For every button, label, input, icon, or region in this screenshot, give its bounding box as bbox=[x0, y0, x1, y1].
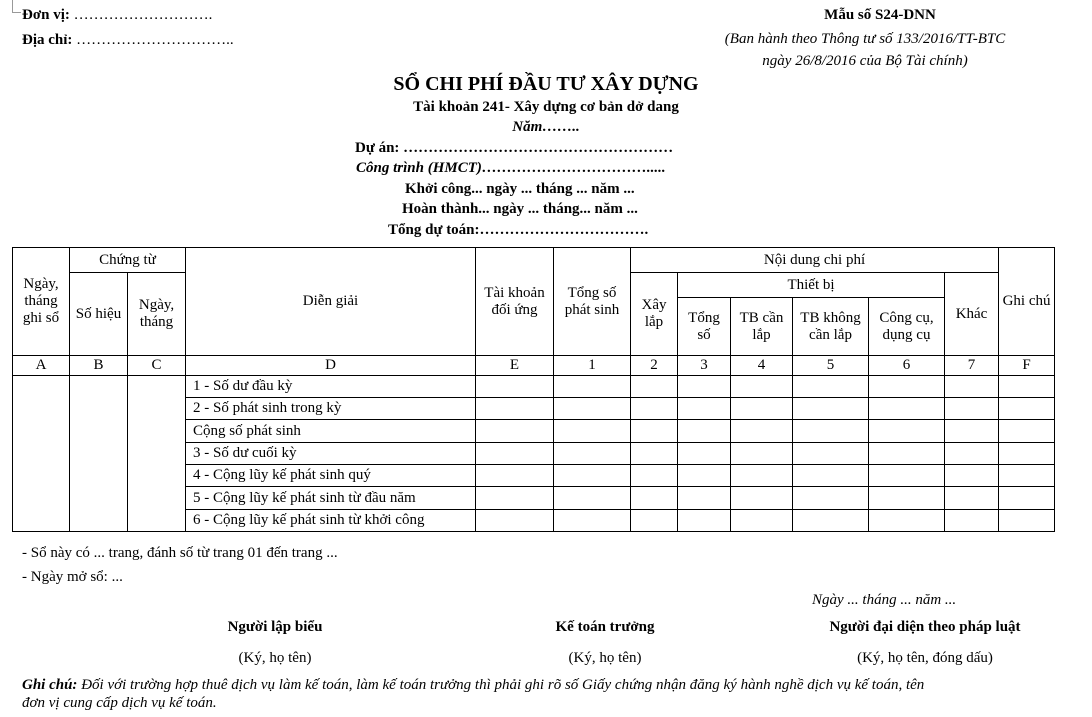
code-cell: 6 bbox=[869, 356, 945, 376]
header-other: Khác bbox=[945, 273, 999, 356]
signature-accountant-note: (Ký, họ tên) bbox=[568, 650, 642, 666]
unit-line bbox=[22, 7, 212, 24]
header-voucher: Chứng từ bbox=[70, 248, 186, 273]
header-date: Ngày, tháng ghi sổ bbox=[13, 248, 70, 356]
header-content: Nội dung chi phí bbox=[631, 248, 999, 273]
ledger-table bbox=[12, 247, 1055, 532]
code-cell: E bbox=[476, 356, 554, 376]
code-cell: C bbox=[128, 356, 186, 376]
signature-preparer-title: Người lập biểu bbox=[227, 619, 323, 635]
margin-marker bbox=[12, 0, 21, 13]
header-description: Diễn giải bbox=[186, 248, 476, 356]
table-row-label: 6 - Cộng lũy kế phát sinh từ khởi công bbox=[186, 510, 476, 532]
form-code: Mẫu số S24-DNN bbox=[824, 7, 936, 23]
unit-label: Đơn vị: bbox=[22, 7, 70, 23]
page-title: SỔ CHI PHÍ ĐẦU TƯ XÂY DỰNG bbox=[393, 73, 699, 95]
address-dots: ………………………….. bbox=[76, 32, 234, 48]
project-line: Dự án: ……………………………………………… bbox=[355, 140, 674, 156]
code-cell: 2 bbox=[631, 356, 678, 376]
signature-accountant-title: Kế toán trưởng bbox=[555, 619, 655, 635]
year-line: Năm…….. bbox=[512, 119, 580, 135]
footnote-text: Đối với trường hợp thuê dịch vụ làm kế toán, làm kế toán trưởng thì phải ghi rõ số Giấy chứng nhận đăng ký hành nghề dịch vụ kế toán, tên bbox=[77, 677, 925, 693]
construction-line: Công trình (HMCT)……………………………..... bbox=[356, 160, 666, 176]
header-voucher-no: Số hiệu bbox=[70, 273, 128, 356]
finish-line: Hoàn thành... ngày ... tháng... năm ... bbox=[402, 201, 638, 217]
start-line: Khởi công... ngày ... tháng ... năm ... bbox=[405, 181, 635, 197]
open-date: - Ngày mở sổ: ... bbox=[22, 569, 123, 585]
code-cell: 1 bbox=[554, 356, 631, 376]
pages-note: - Sổ này có ... trang, đánh số từ trang 01 đến trang ... bbox=[22, 545, 338, 561]
estimate-line: Tổng dự toán:……………………………. bbox=[388, 222, 649, 238]
form-issue-line2: ngày 26/8/2016 của Bộ Tài chính) bbox=[762, 53, 968, 69]
address-label: Địa chỉ: bbox=[22, 32, 73, 48]
header-note: Ghi chú bbox=[999, 248, 1055, 356]
header-eq-noinstall: TB không cần lắp bbox=[793, 298, 869, 356]
unit-dots: ………………………. bbox=[73, 7, 213, 23]
header-account: Tài khoản đối ứng bbox=[476, 248, 554, 356]
footnote-line1 bbox=[22, 677, 924, 694]
table-row-label: 3 - Số dư cuối kỳ bbox=[186, 443, 476, 465]
header-construction: Xây lắp bbox=[631, 273, 678, 356]
table-row-label: 5 - Cộng lũy kế phát sinh từ đầu năm bbox=[186, 487, 476, 510]
address-line bbox=[22, 32, 234, 49]
header-total: Tổng số phát sinh bbox=[554, 248, 631, 356]
code-cell: A bbox=[13, 356, 70, 376]
body-date-cell bbox=[13, 376, 70, 532]
header-voucher-date: Ngày, tháng bbox=[128, 273, 186, 356]
header-equipment: Thiết bị bbox=[678, 273, 945, 298]
code-cell: 4 bbox=[731, 356, 793, 376]
footnote-line2: đơn vị cung cấp dịch vụ kế toán. bbox=[22, 695, 217, 711]
form-issue-line1: (Ban hành theo Thông tư số 133/2016/TT-BTC bbox=[724, 31, 1006, 47]
signature-preparer-note: (Ký, họ tên) bbox=[238, 650, 312, 666]
header-tools: Công cụ, dụng cụ bbox=[869, 298, 945, 356]
footnote-label: Ghi chú: bbox=[22, 677, 78, 693]
header-eq-total: Tổng số bbox=[678, 298, 731, 356]
table-row-label: Cộng số phát sinh bbox=[186, 420, 476, 443]
signature-legal-title: Người đại diện theo pháp luật bbox=[829, 619, 1021, 635]
code-cell: 7 bbox=[945, 356, 999, 376]
code-cell: B bbox=[70, 356, 128, 376]
header-eq-install: TB cần lắp bbox=[731, 298, 793, 356]
signature-legal-note: (Ký, họ tên, đóng dấu) bbox=[857, 650, 993, 666]
code-cell: 3 bbox=[678, 356, 731, 376]
table-row-label: 2 - Số phát sinh trong kỳ bbox=[186, 398, 476, 420]
body-voucher-no-cell bbox=[70, 376, 128, 532]
table-row-label: 1 - Số dư đầu kỳ bbox=[186, 376, 476, 398]
signature-date: Ngày ... tháng ... năm ... bbox=[812, 592, 957, 608]
code-cell: D bbox=[186, 356, 476, 376]
body-voucher-date-cell bbox=[128, 376, 186, 532]
account-title: Tài khoản 241- Xây dựng cơ bản dở dang bbox=[413, 99, 679, 115]
table-row-label: 4 - Cộng lũy kế phát sinh quý bbox=[186, 465, 476, 487]
code-cell: 5 bbox=[793, 356, 869, 376]
code-cell: F bbox=[999, 356, 1055, 376]
